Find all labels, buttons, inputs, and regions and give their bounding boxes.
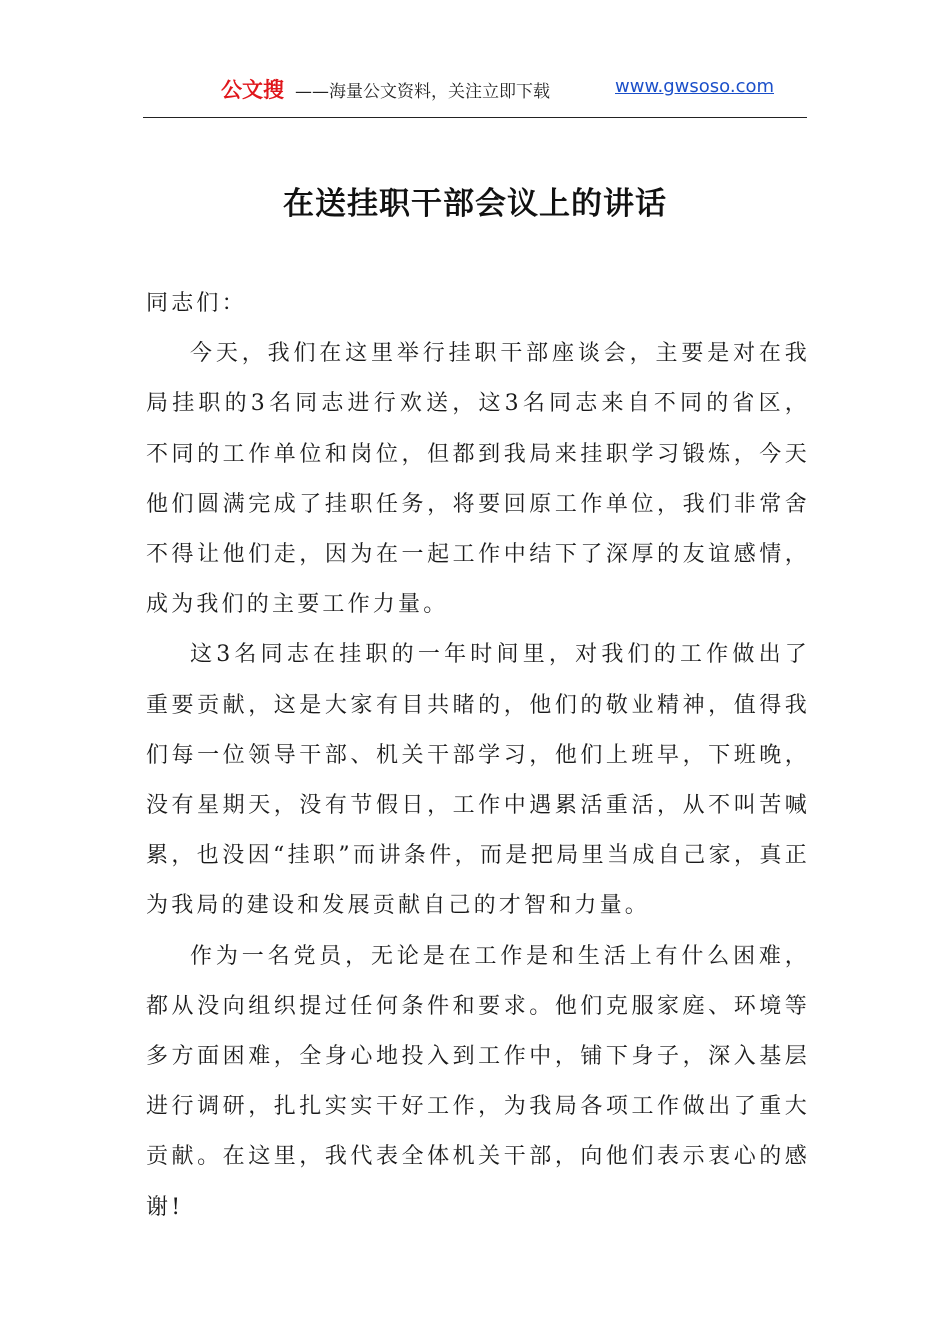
paragraph-3: 作为一名党员，无论是在工作是和生活上有什么困难，都从没向组织提过任何条件和要求。他们克服家庭、环境等多方面困难，全身心地投入到工作中，铺下身子，深入基层进行调研，扎扎实实干好工作，为我局各项工作做出了重大贡献。在这里，我代表全体机关干部，向他们表示衷心的感谢! — [146, 943, 810, 1220]
page-header — [143, 72, 807, 104]
paragraph-2: 这3名同志在挂职的一年时间里，对我们的工作做出了重要贡献，这是大家有目共睹的，他们的敬业精神，值得我们每一位领导干部、机关干部学习，他们上班早，下班晚，没有星期天，没有节假日，工作中遇累活重活，从不叫苦喊累，也没因“挂职”而讲条件，而是把局里当成自己家，真正为我局的建设和发展贡献自己的才智和力量。 — [146, 642, 810, 919]
website-link[interactable]: www.gwsoso.com — [615, 76, 775, 97]
header-slogan: ——海量公文资料，关注立即下载 — [295, 82, 550, 102]
header-divider — [143, 117, 807, 118]
brand-logo-text: 公文搜 — [221, 78, 284, 102]
paragraph-1: 今天，我们在这里举行挂职干部座谈会，主要是对在我局挂职的3名同志进行欢送，这3名同志来自不同的省区，不同的工作单位和岗位，但都到我局来挂职学习锻炼，今天他们圆满完成了挂职任务，将要回原工作单位，我们非常舍不得让他们走，因为在一起工作中结下了深厚的友谊感情，成为我们的主要工作力量。 — [146, 341, 810, 618]
document-title: 在送挂职干部会议上的讲话 — [283, 186, 667, 222]
document-body — [146, 279, 810, 1233]
greeting: 同志们： — [146, 291, 247, 316]
